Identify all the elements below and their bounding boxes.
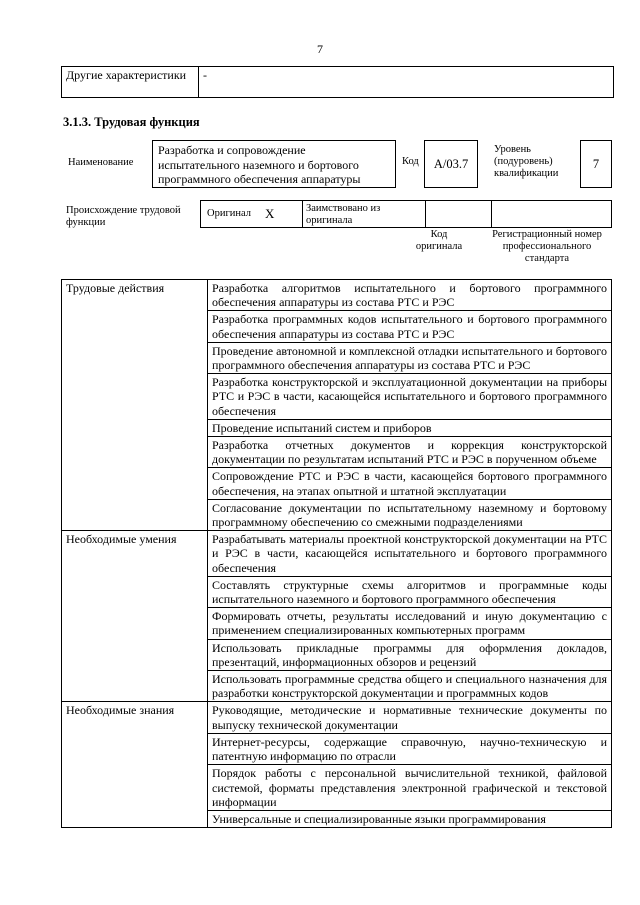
origin-label: Происхождение трудовой функции [66,205,181,228]
table-row [62,280,612,311]
borrowed-cell: Заимствовано из оригинала [303,201,426,227]
table-cell: Разработка отчетных документов и коррекция конструкторской документации по результатам испытаний РТС и РЭС в порученном объеме [208,437,612,468]
table-cell: Разрабатывать материалы проектной конструкторской документации на РТС и РЭС в части, касающейся испытательного и бортового программного обеспечения [208,531,612,577]
level-box: 7 [580,140,612,188]
table-cell: Проведение испытаний систем и приборов [208,419,612,436]
table-cell: Руководящие, методические и нормативные технические документы по выпуску технической документации [208,702,612,733]
table-cell: Интернет-ресурсы, содержащие справочную, научно-техническую и патентную информацию по отрасли [208,733,612,764]
other-characteristics-label: Другие характеристики [62,67,199,97]
page-number: 7 [317,42,323,56]
function-name-box: Разработка и сопровождение испытательного наземного и бортового программного обеспечения аппаратуры [152,140,396,188]
table-cell: Универсальные и специализированные языки программирования [208,810,612,827]
table-cell: Использовать программные средства общего и специального назначения для разработки конструкторской документации и программных кодов [208,671,612,702]
group-header: Необходимые умения [62,531,208,702]
code-label: Код [402,156,419,167]
reg-number-label: Регистрационный номер профессионального стандарта [492,229,602,264]
table-cell: Проведение автономной и комплексной отладки испытательного и бортового программного обеспечения аппаратуры из состава РТС и РЭС [208,342,612,373]
original-cell [201,201,303,227]
table-cell: Составлять структурные схемы алгоритмов и программные коды испытательного наземного и бортового программного обеспечения [208,576,612,607]
table-cell: Сопровождение РТС и РЭС в части, касающейся бортового программного обеспечения, на этапах опытной и штатной эксплуатации [208,468,612,499]
other-characteristics-table [61,66,614,98]
table-cell: Согласование документации по испытательному наземному и бортовому программному обеспечению со смежными подразделениями [208,499,612,530]
level-label: Уровень (подуровень) квалификации [494,144,559,179]
labor-function-table [61,279,612,828]
table-cell: Формировать отчеты, результаты исследований и иную документацию с применением специализированных компьютерных программ [208,608,612,639]
table-row [62,702,612,733]
section-title: 3.1.3. Трудовая функция [63,115,200,129]
group-header: Трудовые действия [62,280,208,531]
original-label: Оригинал [207,208,251,219]
code-original-cell [426,201,492,227]
table-cell: Разработка программных кодов испытательного и бортового программного обеспечения аппаратуры из состава РТС и РЭС [208,311,612,342]
group-header: Необходимые знания [62,702,208,828]
table-cell: Разработка алгоритмов испытательного и бортового программного обеспечения аппаратуры из состава РТС и РЭС [208,280,612,311]
origin-row [200,200,612,228]
reg-number-cell [492,201,611,227]
name-label: Наименование [68,157,134,168]
table-row [62,531,612,577]
function-code-box: A/03.7 [424,140,478,188]
original-mark: X [265,206,275,221]
other-characteristics-value: - [203,68,207,82]
table-cell: Порядок работы с персональной вычислительной техникой, файловой системой, форматы представления электронной графической и текстовой информации [208,765,612,811]
table-cell: Разработка конструкторской и эксплуатационной документации на приборы РТС и РЭС в части, касающейся испытательного и бортового программного обеспечения [208,374,612,420]
table-cell: Использовать прикладные программы для оформления докладов, презентаций, информационных обзоров и рецензий [208,639,612,670]
code-original-label: Код оригинала [415,229,463,252]
